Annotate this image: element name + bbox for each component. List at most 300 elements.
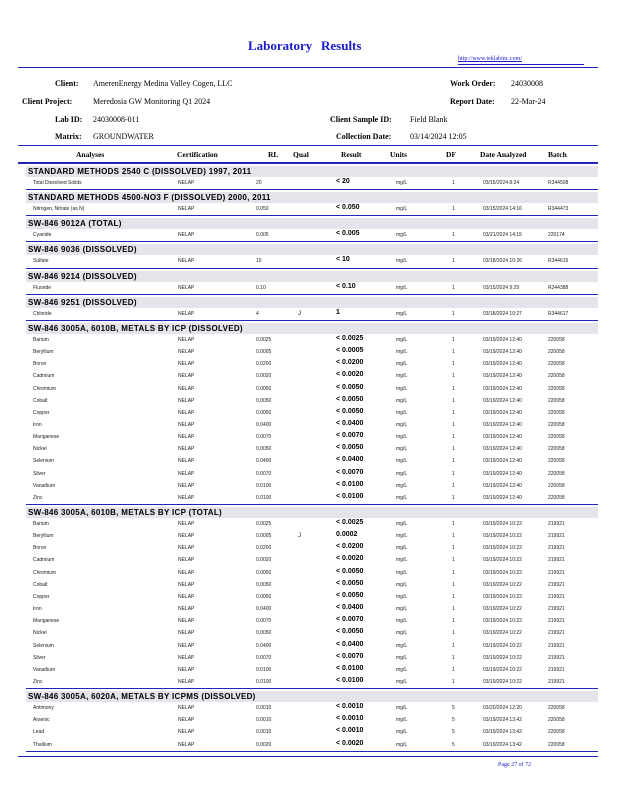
- rl-value: 0.0100: [256, 666, 272, 673]
- analyte-name: Iron: [33, 421, 42, 428]
- rl-value: 0.005: [256, 232, 269, 239]
- analyte-name: Cobalt: [33, 581, 48, 588]
- batch-value: 220058: [548, 349, 565, 356]
- batch-value: 220058: [548, 494, 565, 501]
- col-rl: RL: [268, 150, 279, 159]
- units-value: mg/L: [396, 666, 408, 673]
- units-value: mg/L: [396, 545, 408, 552]
- certification-value: NELAP: [178, 434, 195, 441]
- analyte-name: Total Dissolved Solids: [33, 180, 82, 186]
- result-value: < 0.0100: [336, 664, 364, 672]
- certification-value: NELAP: [178, 717, 195, 724]
- table-row: [0, 492, 618, 504]
- analyte-name: Manganese: [33, 618, 60, 625]
- result-value: < 0.0050: [336, 444, 364, 452]
- result-value: < 0.0100: [336, 480, 364, 488]
- units-value: mg/L: [396, 409, 408, 416]
- date-analyzed-value: 03/19/2024 12:40: [483, 397, 522, 404]
- report-date-value: 22-Mar-24: [511, 97, 546, 106]
- units-value: mg/L: [396, 618, 408, 625]
- date-analyzed-value: 03/19/2024 12:40: [483, 373, 522, 380]
- section-divider: [26, 504, 598, 505]
- result-value: < 0.0200: [336, 359, 364, 367]
- table-row: [0, 579, 618, 591]
- certification-value: NELAP: [178, 361, 195, 368]
- result-value: < 0.0050: [336, 628, 364, 636]
- batch-value: R344615: [548, 258, 569, 265]
- result-value: < 0.0050: [336, 591, 364, 599]
- date-analyzed-value: 03/19/2024 12:40: [483, 336, 522, 343]
- analyte-name: Antimony: [33, 705, 54, 712]
- lab-website-link[interactable]: http://www.teklabinc.com/: [458, 56, 522, 62]
- certification-value: NELAP: [178, 630, 195, 637]
- matrix-value: GROUNDWATER: [93, 132, 154, 141]
- col-analyses: Analyses: [76, 150, 105, 159]
- date-analyzed-value: 03/19/2024 12:40: [483, 482, 522, 489]
- analyte-name: Zinc: [33, 678, 43, 685]
- result-value: < 0.0100: [336, 676, 364, 684]
- result-value: < 0.0010: [336, 703, 364, 711]
- rl-value: 0.0020: [256, 373, 272, 380]
- df-value: 1: [452, 482, 455, 489]
- table-row: [0, 542, 618, 554]
- df-value: 1: [452, 630, 455, 637]
- date-analyzed-value: 03/19/2024 12:40: [483, 385, 522, 392]
- batch-value: 219921: [548, 678, 565, 685]
- rl-value: 0.0050: [256, 397, 272, 404]
- rl-value: 0.0005: [256, 533, 272, 540]
- analyte-name: Boron: [33, 545, 47, 552]
- units-value: mg/L: [396, 458, 408, 465]
- batch-value: 219921: [548, 642, 565, 649]
- section-divider: [26, 189, 598, 190]
- result-value: < 0.005: [336, 230, 360, 238]
- table-row: [0, 554, 618, 566]
- batch-value: 220058: [548, 446, 565, 453]
- certification-value: NELAP: [178, 421, 195, 428]
- date-analyzed-value: 03/19/2024 10:22: [483, 606, 522, 613]
- work-order-label: Work Order:: [450, 79, 496, 88]
- analyte-name: Barium: [33, 336, 49, 343]
- units-value: mg/L: [396, 310, 408, 317]
- df-value: 1: [452, 409, 455, 416]
- df-value: 1: [452, 533, 455, 540]
- df-value: 1: [452, 521, 455, 527]
- analyte-name: Sulfate: [33, 258, 49, 265]
- df-value: 1: [452, 397, 455, 404]
- batch-value: R344617: [548, 310, 569, 317]
- table-row: [0, 676, 618, 688]
- section-divider: [26, 268, 598, 269]
- date-analyzed-value: 03/18/2024 10:27: [483, 310, 522, 317]
- batch-value: 219921: [548, 630, 565, 637]
- result-value: < 0.0050: [336, 579, 364, 587]
- analyte-name: Barium: [33, 521, 49, 527]
- qual-value: J: [298, 310, 301, 317]
- batch-value: 219921: [548, 521, 565, 527]
- rl-value: 0.0070: [256, 470, 272, 477]
- table-row: [0, 615, 618, 627]
- units-value: mg/L: [396, 606, 408, 613]
- batch-value: 219921: [548, 618, 565, 625]
- certification-value: NELAP: [178, 385, 195, 392]
- batch-value: 220058: [548, 482, 565, 489]
- analyte-name: Fluoride: [33, 284, 52, 291]
- section-divider: [26, 241, 598, 242]
- batch-value: 220058: [548, 434, 565, 441]
- table-row: [0, 652, 618, 664]
- result-value: < 0.0010: [336, 715, 364, 723]
- method-section-header: SW-846 9214 (DISSOLVED): [26, 271, 598, 282]
- certification-value: NELAP: [178, 533, 195, 540]
- df-value: 1: [452, 446, 455, 453]
- method-section-header: SW-846 9012A (TOTAL): [26, 218, 598, 229]
- units-value: mg/L: [396, 373, 408, 380]
- result-value: < 0.0400: [336, 456, 364, 464]
- section-divider: [26, 294, 598, 295]
- result-value: < 0.10: [336, 282, 356, 290]
- table-row: [0, 431, 618, 443]
- method-section-header: STANDARD METHODS 4500-NO3 F (DISSOLVED) 2000, 2011: [26, 192, 598, 203]
- date-analyzed-value: 03/19/2024 10:22: [483, 557, 522, 564]
- df-value: 5: [452, 705, 455, 712]
- result-value: < 0.0070: [336, 616, 364, 624]
- analyte-name: Chromium: [33, 385, 57, 392]
- rl-value: 0.0025: [256, 521, 272, 527]
- batch-value: R344473: [548, 206, 569, 213]
- units-value: mg/L: [396, 284, 408, 291]
- certification-value: NELAP: [178, 446, 195, 453]
- certification-value: NELAP: [178, 618, 195, 625]
- table-row: [0, 591, 618, 603]
- date-analyzed-value: 03/19/2024 12:40: [483, 434, 522, 441]
- batch-value: 219921: [548, 666, 565, 673]
- table-row: [0, 346, 618, 358]
- rl-value: 0.0050: [256, 409, 272, 416]
- table-row: [0, 739, 618, 751]
- date-analyzed-value: 03/18/2024 10:26: [483, 258, 522, 265]
- date-analyzed-value: 03/15/2024 14:16: [483, 206, 522, 213]
- df-value: 1: [452, 581, 455, 588]
- certification-value: NELAP: [178, 470, 195, 477]
- df-value: 1: [452, 232, 455, 239]
- result-value: < 20: [336, 178, 350, 185]
- date-analyzed-value: 03/19/2024 12:40: [483, 446, 522, 453]
- analyte-name: Zinc: [33, 494, 43, 501]
- rl-value: 0.0010: [256, 705, 272, 712]
- date-analyzed-value: 03/19/2024 10:22: [483, 521, 522, 527]
- date-analyzed-value: 03/21/2024 14:15: [483, 232, 522, 239]
- client-value: AmerenEnergy Medina Valley Cogen, LLC: [93, 79, 233, 88]
- df-value: 1: [452, 180, 455, 186]
- analyte-name: Cadmium: [33, 373, 55, 380]
- analyte-name: Cobalt: [33, 397, 48, 404]
- units-value: mg/L: [396, 482, 408, 489]
- table-row: [0, 358, 618, 370]
- report-title-right: Results: [321, 38, 362, 53]
- col-batch: Batch: [548, 150, 567, 159]
- certification-value: NELAP: [178, 666, 195, 673]
- table-row: [0, 419, 618, 431]
- batch-value: 219921: [548, 593, 565, 600]
- col-certification: Certification: [177, 150, 218, 159]
- units-value: mg/L: [396, 232, 408, 239]
- certification-value: NELAP: [178, 232, 195, 239]
- units-value: mg/L: [396, 258, 408, 265]
- df-value: 1: [452, 373, 455, 380]
- col-result: Result: [341, 150, 362, 159]
- certification-value: NELAP: [178, 642, 195, 649]
- rl-value: 0.0400: [256, 421, 272, 428]
- units-value: mg/L: [396, 593, 408, 600]
- section-divider: [26, 320, 598, 321]
- method-section-header: SW-846 3005A, 6010B, METALS BY ICP (TOTAL): [26, 507, 598, 518]
- page-number: Page 27 of 72: [498, 762, 532, 768]
- date-analyzed-value: 03/19/2024 10:22: [483, 642, 522, 649]
- col-units: Units: [390, 150, 408, 159]
- date-analyzed-value: 03/19/2024 12:40: [483, 349, 522, 356]
- analyte-name: Nickel: [33, 446, 47, 453]
- certification-value: NELAP: [178, 705, 195, 712]
- report-date-label: Report Date:: [450, 97, 495, 106]
- date-analyzed-value: 03/19/2024 10:22: [483, 533, 522, 540]
- table-row: [0, 455, 618, 467]
- col-df: DF: [446, 150, 456, 159]
- analyte-name: Selenium: [33, 458, 54, 465]
- method-section-header: SW-846 3005A, 6020A, METALS BY ICPMS (DISSOLVED): [26, 691, 598, 702]
- result-value: < 0.0050: [336, 383, 364, 391]
- analyte-name: Nickel: [33, 630, 47, 637]
- date-analyzed-value: 03/19/2024 13:42: [483, 717, 522, 724]
- df-value: 1: [452, 593, 455, 600]
- units-value: mg/L: [396, 206, 408, 213]
- table-row: [0, 530, 618, 542]
- batch-value: 220058: [548, 373, 565, 380]
- table-row: [0, 334, 618, 346]
- result-value: < 0.0005: [336, 347, 364, 355]
- batch-value: R344508: [548, 180, 569, 186]
- df-value: 1: [452, 470, 455, 477]
- certification-value: NELAP: [178, 180, 195, 186]
- date-analyzed-value: 03/15/2024 9:29: [483, 284, 520, 291]
- method-section-header: SW-846 9251 (DISSOLVED): [26, 297, 598, 308]
- units-value: mg/L: [396, 557, 408, 564]
- units-value: mg/L: [396, 729, 408, 736]
- result-value: < 0.0070: [336, 652, 364, 660]
- date-analyzed-value: 03/19/2024 12:40: [483, 409, 522, 416]
- df-value: 5: [452, 717, 455, 724]
- client-project-label: Client Project:: [22, 97, 73, 106]
- result-value: < 0.0400: [336, 640, 364, 648]
- analyte-name: Boron: [33, 361, 47, 368]
- certification-value: NELAP: [178, 373, 195, 380]
- method-section-header: SW-846 3005A, 6010B, METALS BY ICP (DISSOLVED): [26, 323, 598, 334]
- result-value: < 0.0070: [336, 432, 364, 440]
- batch-value: 220058: [548, 705, 565, 712]
- analyte-name: Beryllium: [33, 533, 54, 540]
- table-row: [0, 567, 618, 579]
- units-value: mg/L: [396, 446, 408, 453]
- lab-id-label: Lab ID:: [55, 115, 83, 124]
- analyte-name: Chromium: [33, 569, 57, 576]
- table-row: [0, 664, 618, 676]
- method-section-header: STANDARD METHODS 2540 C (DISSOLVED) 1997, 2011: [26, 166, 598, 177]
- units-value: mg/L: [396, 581, 408, 588]
- df-value: 1: [452, 336, 455, 343]
- df-value: 1: [452, 678, 455, 685]
- units-value: mg/L: [396, 642, 408, 649]
- rl-value: 0.0050: [256, 630, 272, 637]
- certification-value: NELAP: [178, 284, 195, 291]
- units-value: mg/L: [396, 705, 408, 712]
- date-analyzed-value: 03/19/2024 10:22: [483, 569, 522, 576]
- batch-value: 220058: [548, 409, 565, 416]
- units-value: mg/L: [396, 421, 408, 428]
- certification-value: NELAP: [178, 349, 195, 356]
- analyte-name: Beryllium: [33, 349, 54, 356]
- df-value: 1: [452, 545, 455, 552]
- batch-value: 219921: [548, 569, 565, 576]
- batch-value: 220058: [548, 470, 565, 477]
- date-analyzed-value: 03/19/2024 10:22: [483, 581, 522, 588]
- client-project-value: Meredosia GW Monitoring Q1 2024: [93, 97, 211, 106]
- df-value: 1: [452, 434, 455, 441]
- lab-id-value: 24030008-011: [93, 115, 140, 124]
- certification-value: NELAP: [178, 581, 195, 588]
- date-analyzed-value: 03/19/2024 10:22: [483, 654, 522, 661]
- table-row: [0, 518, 618, 530]
- df-value: 1: [452, 569, 455, 576]
- batch-value: 219921: [548, 533, 565, 540]
- certification-value: NELAP: [178, 557, 195, 564]
- date-analyzed-value: 03/19/2024 10:22: [483, 630, 522, 637]
- rl-value: 0.0400: [256, 606, 272, 613]
- result-value: < 0.050: [336, 204, 360, 212]
- certification-value: NELAP: [178, 606, 195, 613]
- batch-value: 220058: [548, 458, 565, 465]
- certification-value: NELAP: [178, 458, 195, 465]
- analyte-name: Nitrogen, Nitrate (as N): [33, 206, 85, 213]
- rl-value: 0.0050: [256, 593, 272, 600]
- certification-value: NELAP: [178, 310, 195, 317]
- date-analyzed-value: 03/19/2024 13:42: [483, 741, 522, 748]
- batch-value: 220058: [548, 741, 565, 748]
- df-value: 1: [452, 258, 455, 265]
- df-value: 1: [452, 349, 455, 356]
- analyte-name: Selenium: [33, 642, 54, 649]
- units-value: mg/L: [396, 434, 408, 441]
- analyte-name: Cyanide: [33, 232, 52, 239]
- certification-value: NELAP: [178, 397, 195, 404]
- certification-value: NELAP: [178, 545, 195, 552]
- work-order-value: 24030008: [511, 79, 543, 88]
- rl-value: 0.0200: [256, 361, 272, 368]
- result-value: < 0.0400: [336, 604, 364, 612]
- certification-value: NELAP: [178, 593, 195, 600]
- batch-value: 219921: [548, 581, 565, 588]
- rl-value: 0.0050: [256, 385, 272, 392]
- units-value: mg/L: [396, 494, 408, 501]
- table-row: [0, 229, 618, 241]
- certification-value: NELAP: [178, 729, 195, 736]
- result-value: < 0.0020: [336, 555, 364, 563]
- section-divider: [26, 751, 598, 752]
- units-value: mg/L: [396, 385, 408, 392]
- analyte-name: Iron: [33, 606, 42, 613]
- df-value: 1: [452, 606, 455, 613]
- client-sample-id-label: Client Sample ID:: [330, 115, 392, 124]
- qual-value: J: [298, 533, 301, 540]
- units-value: mg/L: [396, 630, 408, 637]
- table-row: [0, 702, 618, 714]
- date-analyzed-value: 03/19/2024 12:40: [483, 470, 522, 477]
- batch-value: 220058: [548, 361, 565, 368]
- certification-value: NELAP: [178, 494, 195, 501]
- batch-value: 220058: [548, 717, 565, 724]
- date-analyzed-value: 03/19/2024 10:22: [483, 678, 522, 685]
- footer-rule: [18, 756, 598, 757]
- df-value: 1: [452, 618, 455, 625]
- result-value: < 0.0025: [336, 334, 364, 342]
- result-value: < 0.0050: [336, 395, 364, 403]
- rl-value: 0.0010: [256, 729, 272, 736]
- rl-value: 0.0070: [256, 618, 272, 625]
- batch-value: R344388: [548, 284, 569, 291]
- df-value: 1: [452, 206, 455, 213]
- date-analyzed-value: 03/19/2024 12:40: [483, 494, 522, 501]
- certification-value: NELAP: [178, 409, 195, 416]
- batch-value: 220058: [548, 729, 565, 736]
- df-value: 1: [452, 361, 455, 368]
- df-value: 1: [452, 385, 455, 392]
- table-row: [0, 627, 618, 639]
- units-value: mg/L: [396, 397, 408, 404]
- units-value: mg/L: [396, 678, 408, 685]
- units-value: mg/L: [396, 349, 408, 356]
- analyte-name: Vanadium: [33, 482, 56, 489]
- client-label: Client:: [55, 79, 79, 88]
- date-analyzed-value: 03/19/2024 10:22: [483, 545, 522, 552]
- rl-value: 0.050: [256, 206, 269, 213]
- table-row: [0, 370, 618, 382]
- table-row: [0, 383, 618, 395]
- section-divider: [26, 215, 598, 216]
- rl-value: 0.0100: [256, 494, 272, 501]
- df-value: 1: [452, 654, 455, 661]
- batch-value: 220058: [548, 336, 565, 343]
- rl-value: 0.0070: [256, 654, 272, 661]
- col-date-analyzed: Date Analyzed: [480, 150, 527, 159]
- units-value: mg/L: [396, 521, 408, 527]
- analyte-name: Arsenic: [33, 717, 50, 724]
- rl-value: 0.0200: [256, 545, 272, 552]
- df-value: 1: [452, 421, 455, 428]
- date-analyzed-value: 03/19/2024 10:22: [483, 666, 522, 673]
- df-value: 1: [452, 557, 455, 564]
- method-section-header: SW-846 9036 (DISSOLVED): [26, 244, 598, 255]
- rl-value: 0.10: [256, 284, 266, 291]
- table-row: [0, 443, 618, 455]
- rl-value: 0.0020: [256, 557, 272, 564]
- result-value: < 0.0025: [336, 519, 364, 526]
- rl-value: 10: [256, 258, 262, 265]
- date-analyzed-value: 03/19/2024 10:22: [483, 618, 522, 625]
- batch-value: 219921: [548, 654, 565, 661]
- analyte-name: Chloride: [33, 310, 52, 317]
- section-divider: [26, 688, 598, 689]
- batch-value: 220058: [548, 421, 565, 428]
- matrix-label: Matrix:: [55, 132, 82, 141]
